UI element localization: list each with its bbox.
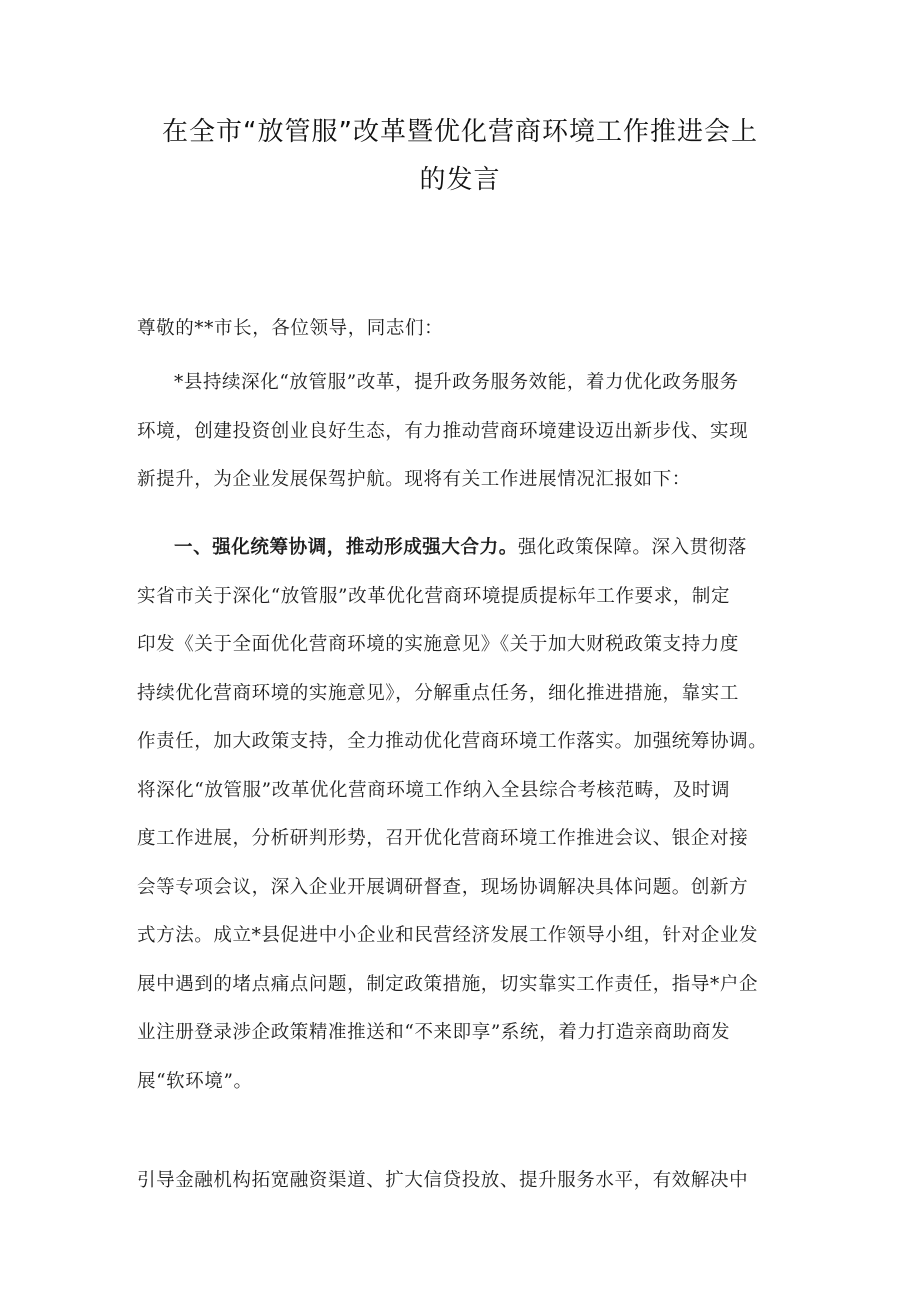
section-1-first-line-rest: 强化政策保障。深入贯彻落 <box>517 537 748 558</box>
intro-line-3: 新提升，为企业发展保驾护航。现将有关工作进展情况汇报如下： <box>137 469 691 490</box>
document-title-line-2: 的发言 <box>419 165 501 195</box>
section-1-line: 印发《关于全面优化营商环境的实施意见》《关于加大财税政策支持力度 <box>137 634 739 655</box>
intro-paragraph <box>137 359 797 505</box>
section-1-line: 业注册登录涉企政策精准推送和“不来即享”系统，着力打造亲商助商发 <box>137 1022 731 1043</box>
section-1-line: 会等专项会议，深入企业开展调研督查，现场协调解决具体问题。创新方 <box>137 876 749 898</box>
intro-line-1: *县持续深化“放管服”改革，提升政务服务效能，着力优化政务服务 <box>174 372 739 393</box>
section-1-heading: 一、强化统筹协调，推动形成强大合力。 <box>174 537 518 558</box>
section-1-line: 实省市关于深化“放管服”改革优化营商环境提质提标年工作要求，制定 <box>137 585 731 607</box>
section-1-line: 将深化“放管服”改革优化营商环境工作纳入全县综合考核范畴，及时调 <box>137 779 731 801</box>
section-1-line: 作责任，加大政策支持，全力推动优化营商环境工作落实。加强统筹协调。 <box>137 731 768 752</box>
salutation: 尊敬的**市长，各位领导，同志们： <box>137 318 444 339</box>
section-1-line: 展“软环境”。 <box>137 1070 253 1092</box>
section-1-line: 持续优化营商环境的实施意见》，分解重点任务，细化推进措施，靠实工 <box>137 682 739 704</box>
intro-line-2: 环境，创建投资创业良好生态，有力推动营商环境建设迈出新步伐、实现 <box>137 420 749 442</box>
section-1-first-line <box>137 524 797 573</box>
section-1-line: 展中遇到的堵点痛点问题，制定政策措施，切实靠实工作责任，指导*户企 <box>137 973 759 995</box>
section-1-line: 式方法。成立*县促进中小企业和民营经济发展工作领导小组，针对企业发 <box>137 925 759 946</box>
trailing-paragraph-line: 引导金融机构拓宽融资渠道、扩大信贷投放、提升服务水平，有效解决中 <box>137 1170 749 1191</box>
document-title-line-1: 在全市“放管服”改革暨优化营商环境工作推进会上 <box>162 117 758 147</box>
section-1-paragraph <box>137 524 797 1106</box>
section-1-line: 度工作进展，分析研判形势，召开优化营商环境工作推进会议、银企对接 <box>137 828 749 849</box>
